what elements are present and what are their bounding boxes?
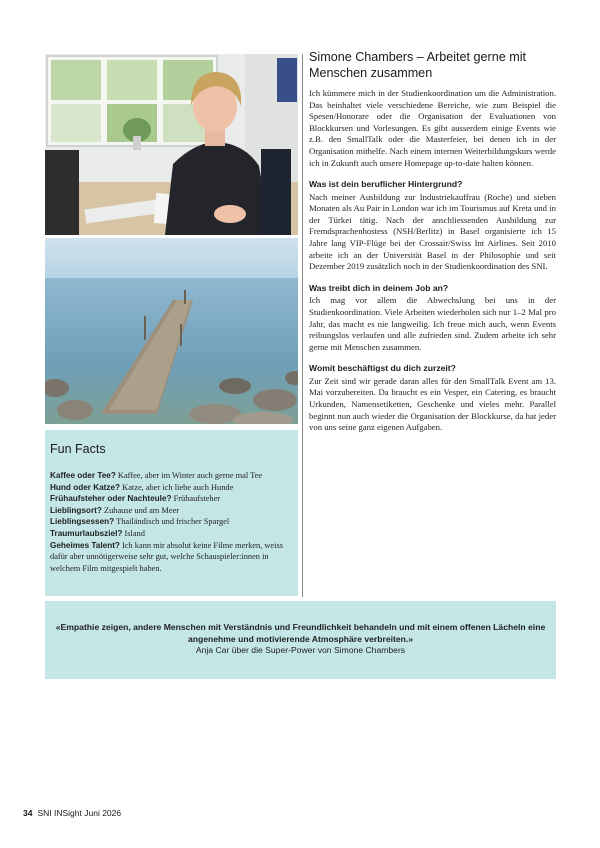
fun-fact-question: Frühaufsteher oder Nachteule? — [50, 494, 172, 504]
fun-fact-question: Hund oder Katze? — [50, 482, 121, 492]
section-question: Was treibt dich in deinem Job an? — [309, 282, 449, 293]
fun-fact-answer: Ich kann mir absolut keine Filme merken, weiss dafür aber unnötigerweise sehr gut, welche Schauspieler:innen in welchem Film mitgespielt haben. — [50, 540, 283, 573]
fun-fact-question: Lieblingsort? — [50, 505, 102, 515]
fun-fact-answer: Thailändisch und frischer Spargel — [114, 517, 230, 527]
fun-fact-answer: Island — [122, 528, 145, 538]
page-number: 34 — [23, 808, 33, 818]
quote-box — [45, 601, 556, 679]
section-answer: Ich mag vor allem die Abwechslung bei uns in der Studienkoordination. Viele Arbeiten wiederholen sich nur 1–2 Mal pro Jahr, das macht es nie langweilig. Ich freue mich auch, wenn Events reibungslos verlaufen und alle zufrieden sind. Zudem arbeite ich sehr gerne mit Menschen zusammen. — [309, 295, 556, 352]
fun-fact-answer: Frühaufsteher — [171, 494, 221, 504]
fun-fact-question: Kaffee oder Tee? — [50, 471, 116, 480]
fun-fact-answer: Zuhause und am Meer — [101, 505, 180, 515]
article-column — [309, 50, 556, 434]
article-intro: Ich kümmere mich in der Studienkoordination um die Administration. Das beinhaltet viele verschiedene Bereiche, wie zum Beispiel die Spesen/Honorare oder die Organisation der Evaluationen von Blockkursen und Vorlesungen. Es gibt ausserdem einige Events wie z.B. den SmallTalk oder die Masterfeier, bei denen ich in der Organisation mithelfe. Nach einem internen Weiterbildungskurs werde ich in Zukunft auch unsere Homepage up-to-date halten können. — [309, 88, 556, 168]
quote-attribution: Anja Car über die Super-Power von Simone Chambers — [195, 645, 406, 656]
fun-fact-answer: Kaffee, aber im Winter auch gerne mal Tee — [115, 471, 263, 480]
fun-fact-item — [50, 528, 292, 540]
fun-fact-item — [50, 540, 292, 575]
fun-fact-item — [50, 505, 292, 517]
fun-fact-item — [50, 493, 292, 505]
section-answer: Zur Zeit sind wir gerade daran alles für den SmallTalk Event am 13. Mai vorzubereiten. Da braucht es ein Vesper, ein Catering, es braucht Urkunden, Namensetiketten, Geschenke und vieles mehr. Parallel beginnt nun auch wieder die Organisation der Blockkurse, da hat jeder von uns seine ganz eigenen Aufgaben. — [309, 375, 556, 433]
fun-fact-item — [50, 516, 292, 528]
fun-fact-item — [50, 470, 292, 482]
publication-name: SNI INSight Juni 2026 — [37, 808, 122, 818]
article-headline: Simone Chambers – Arbeitet gerne mit Menschen zusammen — [309, 50, 526, 80]
fun-fact-item — [50, 482, 292, 494]
quote-text: «Empathie zeigen, andere Menschen mit Verständnis und Freundlichkeit behandeln und mit einem offenen Lächeln eine angenehme und motivierende Atmosphäre verbreiten.» — [55, 622, 546, 644]
fun-facts-title: Fun Facts — [50, 442, 106, 456]
fun-fact-question: Lieblingsessen? — [50, 517, 115, 527]
fun-facts-box — [45, 430, 298, 596]
section-question: Was ist dein beruflicher Hintergrund? — [309, 179, 463, 190]
section-answer: Nach meiner Ausbildung zur Industriekauffrau (Roche) und sieben Monaten als Au Pair in London war ich im Tourismus auf Kreta und in der Türkei tätig. Nach der anschliessenden Ausbildung zur Fremdsprachenhostess (NSH/Berlitz) in Basel organisierte ich 15 Jahre lang VIP-Flüge bei der Crossair/Swiss Int Airlines. Seit 2010 arbeite ich an der Universität Basel in der Philosophie und seit Dezember 2019 zusätzlich noch in der Studienkoordination des SNI. — [309, 191, 556, 272]
fun-fact-question: Geheimes Talent? — [50, 540, 120, 550]
section-question: Womit beschäftigst du dich zurzeit? — [309, 363, 456, 374]
portrait-photo — [45, 54, 298, 235]
lake-jetty-photo — [45, 238, 298, 424]
fun-fact-question: Traumurlaubsziel? — [50, 528, 123, 538]
column-divider — [302, 54, 303, 597]
fun-fact-answer: Katze, aber ich liebe auch Hunde — [120, 482, 234, 492]
page-footer — [23, 808, 121, 818]
